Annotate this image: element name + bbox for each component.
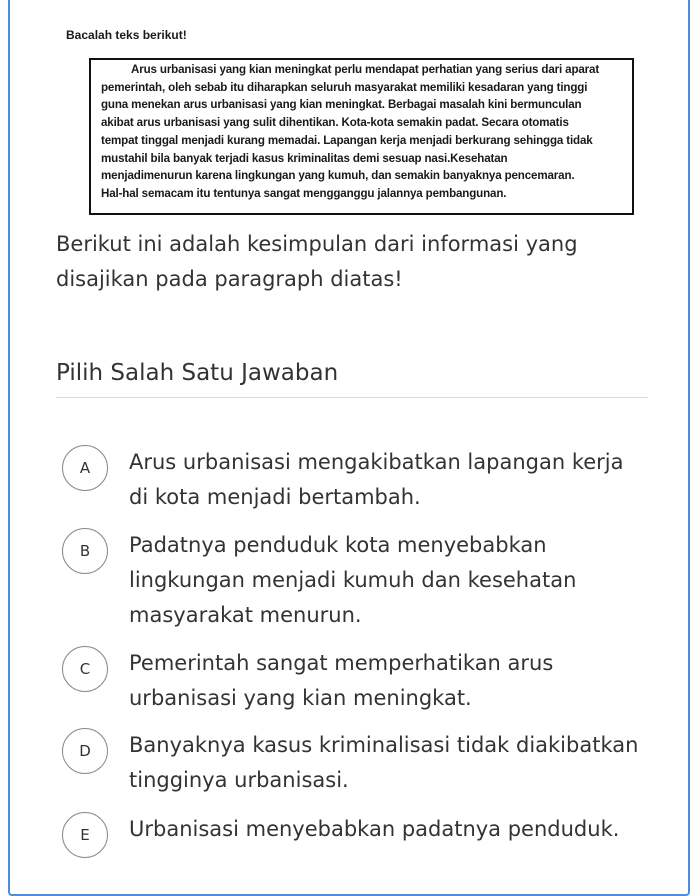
prompt-line: disajikan pada paragraph diatas!: [56, 267, 403, 291]
option-text-line: Arus urbanisasi mengakibatkan lapangan kerja: [129, 450, 624, 474]
option-text-line: Urbanisasi menyebabkan padatnya penduduk.: [129, 817, 620, 841]
passage-line: menjadimenurun karena lingkungan yang kumuh, dan semakin banyaknya pencemaran.: [101, 169, 575, 183]
option-text[interactable]: [129, 728, 649, 798]
option-letter-badge[interactable]: B: [62, 528, 108, 574]
passage-line: mustahil bila banyak terjadi kasus kriminalitas demi sesuap nasi.Kesehatan: [101, 151, 508, 165]
passage-line: akibat arus urbanisasi yang sulit dihentikan. Kota-kota semakin padat. Secara otomatis: [101, 116, 569, 130]
option-text[interactable]: [129, 812, 649, 847]
option-text-line: Pemerintah sangat memperhatikan arus: [129, 651, 554, 675]
option-text-line: tingginya urbanisasi.: [129, 768, 349, 792]
option-text[interactable]: [129, 646, 649, 716]
option-letter-badge[interactable]: C: [62, 646, 108, 692]
passage-line: Hal-hal semacam itu tentunya sangat mengganggu jalannya pembangunan.: [101, 186, 507, 200]
option-letter-badge[interactable]: A: [62, 445, 108, 491]
section-divider: [56, 397, 648, 398]
prompt-line: Berikut ini adalah kesimpulan dari informasi yang: [56, 232, 578, 256]
question-prompt: [56, 227, 656, 297]
passage-line: guna menekan arus urbanisasi yang kian meningkat. Berbagai masalah kini bermunculan: [101, 98, 582, 112]
passage-line: pemerintah, oleh sebab itu diharapkan seluruh masyarakat memiliki kesadaran yang tinggi: [101, 80, 588, 94]
option-text[interactable]: [129, 528, 649, 633]
option-letter-badge[interactable]: D: [62, 728, 108, 774]
option-text[interactable]: [129, 445, 649, 515]
option-letter-badge[interactable]: E: [62, 812, 108, 858]
passage-line: tempat tinggal menjadi kurang memadai. Lapangan kerja menjadi berkurang sehingga tidak: [101, 133, 593, 147]
instruction-text: Bacalah teks berikut!: [66, 28, 187, 42]
option-text-line: masyarakat menurun.: [129, 603, 362, 627]
option-text-line: Banyaknya kasus kriminalisasi tidak diakibatkan: [129, 733, 639, 757]
passage-line: Arus urbanisasi yang kian meningkat perlu mendapat perhatian yang serius dari aparat: [131, 63, 600, 76]
reading-passage: [89, 58, 634, 215]
answer-section-title: Pilih Salah Satu Jawaban: [56, 360, 339, 386]
option-text-line: lingkungan menjadi kumuh dan kesehatan: [129, 568, 577, 592]
option-text-line: Padatnya penduduk kota menyebabkan: [129, 533, 547, 557]
option-text-line: urbanisasi yang kian meningkat.: [129, 686, 472, 710]
option-text-line: di kota menjadi bertambah.: [129, 485, 421, 509]
